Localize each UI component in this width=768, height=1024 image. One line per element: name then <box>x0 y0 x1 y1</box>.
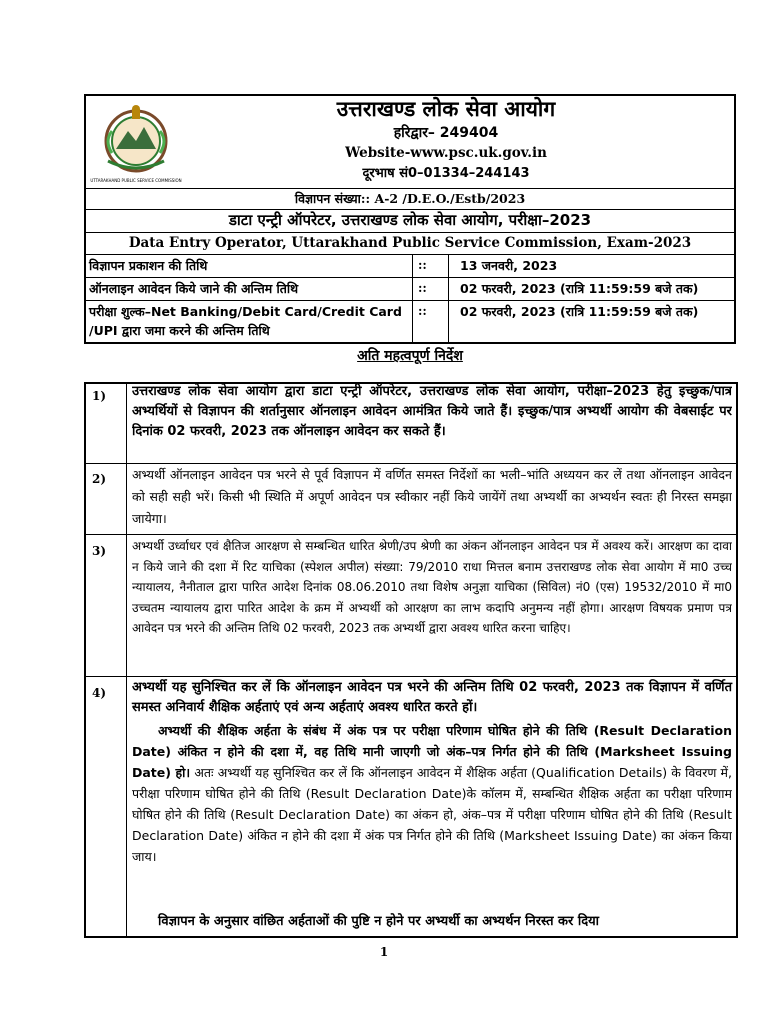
advert-title-hindi: डाटा एन्ट्री ऑपरेटर, उत्तराखण्ड लोक सेवा आयोग, परीक्षा–2023 <box>228 211 592 229</box>
instruction-bold-part: अभ्यर्थी की शैक्षिक अर्हता के संबंध में अंक पत्र पर परीक्षा परिणाम घोषित होने की तिथि (Result Declaration Date) अंकित न होने की दशा में, वह तिथि मानी जाएगी जो अंक–पत्र निर्गत होने की तिथि (Marksheet Issuing Date) हो। <box>132 723 732 780</box>
divider <box>84 676 738 677</box>
divider <box>126 382 127 938</box>
instruction-number: 3) <box>92 544 107 558</box>
logo-caption: UTTARAKHAND PUBLIC SERVICE COMMISSION <box>90 178 182 183</box>
date-value-last-online: 02 फरवरी, 2023 (रात्रि 11:59:59 बजे तक) <box>460 281 699 296</box>
divider <box>412 254 413 344</box>
divider <box>448 254 449 344</box>
instruction-text: अभ्यर्थी उर्ध्वाधर एवं क्षैतिज आरक्षण से सम्बन्धित धारित श्रेणी/उप श्रेणी का अंकन ऑनलाइन आवेदन पत्र में अवश्य करें। आरक्षण का दावा न किये जाने की दशा में रिट याचिका (स्पेशल अपील) संख्या: 79/2010 राधा मित्तल बनाम उत्तराखण्ड लोक सेवा आयोग में मा0 उच्च न्यायालय, नैनीताल द्वारा पारित आदेश दिनांक 08.06.2010 तथा विशेष अनुज्ञा याचिका (सिविल) नं0 (एस) 19532/2010 में मा0 उच्चतम न्यायालय द्वारा पारित आदेश के क्रम में अभ्यर्थी को आरक्षण का लाभ कदापि अनुमन्य नहीं होगा। आरक्षण विषयक प्रमाण पत्र आवेदन पत्र भरने की अन्तिम तिथि 02 फरवरी, 2023 तक अभ्यर्थी द्वारा अवश्य धारित करना चाहिए। <box>132 539 732 635</box>
date-label-fee: परीक्षा शुल्क–Net Banking/Debit Card/Credit Card /UPI द्वारा जमा करने की अन्तिम तिथि <box>89 304 402 338</box>
date-label-publication: विज्ञापन प्रकाशन की तिथि <box>89 258 208 273</box>
divider <box>84 534 738 535</box>
instruction-text: उत्तराखण्ड लोक सेवा आयोग द्वारा डाटा एन्ट्री ऑपरेटर, उत्तराखण्ड लोक सेवा आयोग, परीक्षा–2023 हेतु इच्छुक/पात्र अभ्यर्थियों से विज्ञापन की शर्तानुसार ऑनलाइन आवेदन आमंत्रित किये जाते हैं। इच्छुक/पात्र अभ्यर्थी आयोग की वेबसाईट पर दिनांक 02 फरवरी, 2023 तक ऑनलाइन आवेदन कर सकते हैं। <box>132 384 732 439</box>
date-sep: :: <box>418 258 427 272</box>
org-name: उत्तराखण्ड लोक सेवा आयोग <box>336 97 556 121</box>
divider <box>84 300 736 301</box>
section-heading <box>84 346 736 366</box>
date-value-fee: 02 फरवरी, 2023 (रात्रि 11:59:59 बजे तक) <box>460 304 699 319</box>
advert-number: विज्ञापन संख्या:: A-2 /D.E.O./Estb/2023 <box>294 191 526 206</box>
instruction-text: अभ्यर्थी ऑनलाइन आवेदन पत्र भरने से पूर्व विज्ञापन में वर्णित समस्त निर्देशों का भली–भांति अध्ययन कर लें तथा ऑनलाइन आवेदन को सही सही भरें। किसी भी स्थिति में अपूर्ण आवेदन पत्र स्वीकार नहीं किये जायेंगें तथा अभ्यर्थी का अभ्यर्थन स्वतः ही निरस्त समझा जायेगा। <box>132 467 732 526</box>
commission-emblem-icon <box>94 101 178 185</box>
divider <box>84 188 736 189</box>
org-city: हरिद्वार– 249404 <box>393 125 499 141</box>
instruction-normal-part: अतः अभ्यर्थी यह सुनिश्चित कर लें कि ऑनलाइन आवेदन में शैक्षिक अर्हता (Qualification Details) के विवरण में, परीक्षा परिणाम घोषित होने की तिथि (Result Declaration Date)के कॉलम में, सम्बन्धित शैक्षिक अर्हता का परीक्षा परिणाम घोषित होने की तिथि (Result Declaration Date) का अंकन हो, अंक–पत्र में परीक्षा परिणाम घोषित होने की तिथि (Result Declaration Date) अंकित न होने की दशा में अंक पत्र निर्गत होने की तिथि (Marksheet Issuing Date) का अंकन किया जाय। <box>132 765 732 864</box>
instruction-text-detail <box>132 720 732 906</box>
date-sep: :: <box>418 304 427 318</box>
advert-title-english: Data Entry Operator, Uttarakhand Public Service Commission, Exam-2023 <box>128 235 692 251</box>
phone: दूरभाष सं0–01334–244143 <box>362 166 530 181</box>
date-value-publication: 13 जनवरी, 2023 <box>460 258 558 273</box>
divider <box>84 277 736 278</box>
section-heading-text: अति महत्वपूर्ण निर्देश <box>357 348 463 364</box>
instruction-text: विज्ञापन के अनुसार वांछित अर्हताओं की पुष्टि न होने पर अभ्यर्थी का अभ्यर्थन निरस्त कर दिया <box>158 914 600 929</box>
date-sep: :: <box>418 281 427 295</box>
website: Website-www.psc.uk.gov.in <box>345 145 547 161</box>
date-label-last-online: ऑनलाइन आवेदन किये जाने की अन्तिम तिथि <box>89 281 299 296</box>
instruction-number: 2) <box>92 472 107 486</box>
divider <box>84 254 736 255</box>
instruction-number: 4) <box>92 686 107 700</box>
instruction-text: अभ्यर्थी यह सुनिश्चित कर लें कि ऑनलाइन आवेदन पत्र भरने की अन्तिम तिथि 02 फरवरी, 2023 तक विज्ञापन में वर्णित समस्त अनिवार्य शैक्षिक अर्हताएं एवं अन्य अर्हताएं अवश्य धारित करते हों। <box>132 680 732 715</box>
instruction-number: 1) <box>92 389 107 403</box>
page-number: 1 <box>379 945 389 959</box>
